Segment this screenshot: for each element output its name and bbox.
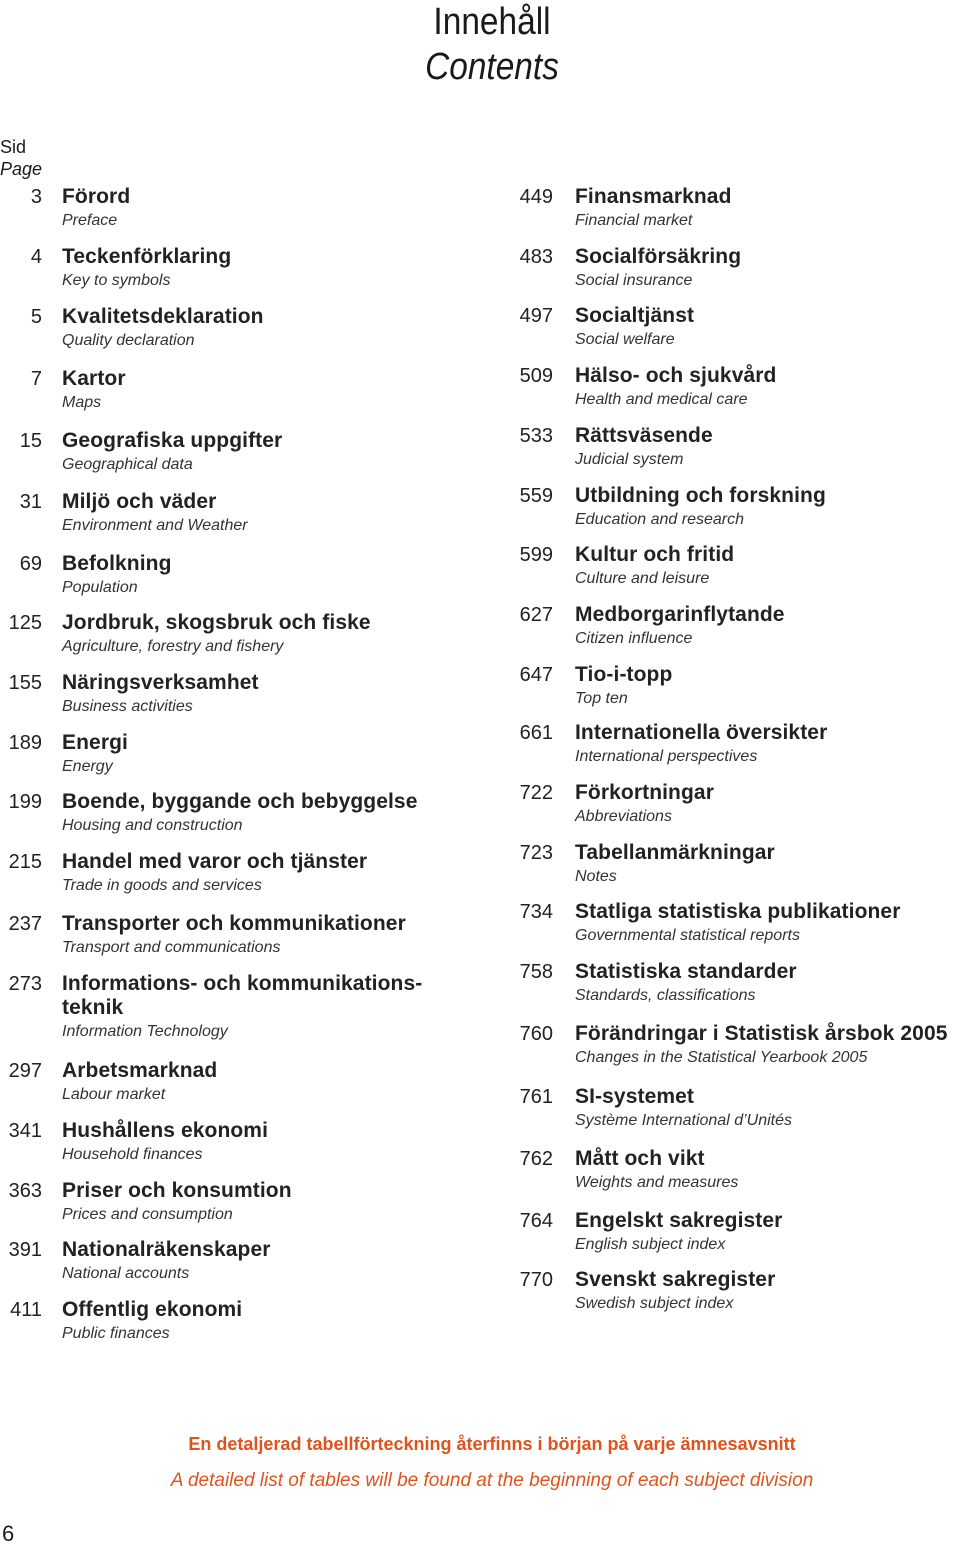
toc-title-english: English subject index bbox=[575, 1236, 726, 1253]
toc-title-swedish: SI-systemet bbox=[575, 1085, 694, 1108]
toc-title-swedish: Tabellanmärkningar bbox=[575, 841, 775, 864]
toc-title-english: Culture and leisure bbox=[575, 570, 710, 587]
footer-note-english: A detailed list of tables will be found at the beginning of each subject division bbox=[170, 1470, 814, 1491]
toc-entry-text bbox=[575, 1209, 960, 1257]
toc-entry-text bbox=[62, 552, 472, 600]
toc-title-swedish: Arbetsmarknad bbox=[62, 1059, 218, 1082]
toc-page-number: 363 bbox=[8, 1180, 42, 1202]
toc-title-english: Prices and consumption bbox=[62, 1206, 233, 1223]
toc-title-swedish: Transporter och kommunikationer bbox=[62, 912, 406, 935]
toc-title-swedish: Socialtjänst bbox=[575, 304, 695, 327]
toc-title-swedish: Mått och vikt bbox=[575, 1147, 705, 1170]
toc-title-swedish: Hälso- och sjukvård bbox=[575, 364, 777, 387]
toc-page-number: 4 bbox=[30, 246, 42, 268]
toc-entry-text bbox=[575, 603, 960, 651]
toc-entry-text bbox=[575, 841, 960, 889]
toc-entry-text bbox=[62, 790, 472, 838]
toc-entry-text bbox=[575, 245, 960, 293]
toc-title-swedish: Förkortningar bbox=[575, 781, 714, 804]
toc-title-swedish-continued: teknik bbox=[62, 996, 124, 1019]
toc-title-swedish: Förändringar i Statistisk årsbok 2005 bbox=[575, 1022, 948, 1045]
toc-title-swedish: Informations- och kommunikations- bbox=[62, 972, 423, 995]
toc-page-number: 391 bbox=[8, 1239, 42, 1261]
toc-title-english: Governmental statistical reports bbox=[575, 927, 800, 944]
toc-title-english: Notes bbox=[575, 868, 617, 885]
toc-entry-text bbox=[62, 671, 472, 719]
toc-title-english: Housing and construction bbox=[62, 817, 243, 834]
toc-title-swedish: Internationella översikter bbox=[575, 721, 828, 744]
toc-entry-text bbox=[575, 900, 960, 948]
toc-title-swedish: Finansmarknad bbox=[575, 185, 732, 208]
toc-title-english: Abbreviations bbox=[575, 808, 672, 825]
toc-title-swedish: Miljö och väder bbox=[62, 490, 217, 513]
toc-title-english: Quality declaration bbox=[62, 332, 195, 349]
toc-title-swedish: Kultur och fritid bbox=[575, 543, 735, 566]
toc-entry-text bbox=[575, 424, 960, 472]
toc-title-english: Swedish subject index bbox=[575, 1295, 734, 1312]
toc-title-english: Energy bbox=[62, 758, 113, 775]
toc-page-number: 7 bbox=[30, 368, 42, 390]
toc-page-number: 189 bbox=[8, 732, 42, 754]
toc-page-number: 15 bbox=[19, 430, 42, 452]
toc-title-english: Household finances bbox=[62, 1146, 203, 1163]
toc-page-number: 411 bbox=[10, 1299, 42, 1321]
toc-entry-text bbox=[575, 543, 960, 591]
toc-entry-text bbox=[62, 972, 472, 1044]
toc-title-english: Standards, classifications bbox=[575, 987, 756, 1004]
toc-title-english: Labour market bbox=[62, 1086, 166, 1103]
toc-title-english: Business activities bbox=[62, 698, 193, 715]
toc-title-english: Weights and measures bbox=[575, 1174, 739, 1191]
toc-entry-text bbox=[62, 731, 472, 779]
toc-title-swedish: Hushållens ekonomi bbox=[62, 1119, 269, 1142]
toc-title-english: National accounts bbox=[62, 1265, 190, 1282]
toc-page-number: 761 bbox=[519, 1086, 553, 1108]
toc-page-number: 760 bbox=[519, 1023, 553, 1045]
toc-title-swedish: Befolkning bbox=[62, 552, 172, 575]
toc-page-number: 722 bbox=[519, 782, 553, 804]
toc-page-number: 155 bbox=[8, 672, 42, 694]
toc-page-number: 215 bbox=[8, 851, 42, 873]
toc-page-number: 599 bbox=[519, 544, 553, 566]
toc-title-english: Key to symbols bbox=[62, 272, 171, 289]
toc-title-english: Education and research bbox=[575, 511, 744, 528]
toc-title-swedish: Svenskt sakregister bbox=[575, 1268, 776, 1291]
toc-title-english: Financial market bbox=[575, 212, 693, 229]
toc-page-number: 533 bbox=[519, 425, 553, 447]
toc-title-swedish: Geografiska uppgifter bbox=[62, 429, 283, 452]
page-title-block bbox=[0, 0, 960, 90]
toc-page-number: 627 bbox=[519, 604, 553, 626]
page-column-label bbox=[0, 136, 42, 180]
toc-title-english: Preface bbox=[62, 212, 118, 229]
toc-title-english: Maps bbox=[62, 394, 102, 411]
toc-entry-text bbox=[62, 245, 472, 293]
toc-entry-text bbox=[62, 1179, 472, 1227]
toc-entry-text bbox=[575, 781, 960, 829]
toc-entry-text bbox=[575, 663, 960, 711]
toc-entry-text bbox=[575, 1268, 960, 1316]
toc-entry-text bbox=[575, 1022, 960, 1070]
toc-entry-text bbox=[62, 611, 472, 659]
toc-page-number: 3 bbox=[30, 186, 42, 208]
toc-title-english: Public finances bbox=[62, 1325, 170, 1342]
page-title-swedish: Innehåll bbox=[433, 1, 551, 43]
toc-entry-text bbox=[575, 721, 960, 769]
page-title-english: Contents bbox=[425, 46, 559, 88]
toc-page-number: 341 bbox=[8, 1120, 42, 1142]
toc-title-swedish: Energi bbox=[62, 731, 128, 754]
toc-title-english: Social insurance bbox=[575, 272, 693, 289]
toc-entry-text bbox=[62, 1059, 472, 1107]
toc-page-number: 273 bbox=[8, 973, 42, 995]
toc-title-swedish: Priser och konsumtion bbox=[62, 1179, 292, 1202]
toc-entry-text bbox=[575, 1085, 960, 1133]
toc-page-number: 647 bbox=[519, 664, 553, 686]
toc-entry-text bbox=[62, 912, 472, 960]
page-label-english: Page bbox=[0, 159, 43, 179]
toc-page-number: 770 bbox=[519, 1269, 553, 1291]
toc-page-number: 199 bbox=[8, 791, 42, 813]
toc-entry-text bbox=[575, 1147, 960, 1195]
toc-page-number: 723 bbox=[519, 842, 553, 864]
toc-page-number: 483 bbox=[519, 246, 553, 268]
toc-title-swedish: Teckenförklaring bbox=[62, 245, 232, 268]
toc-title-english: International perspectives bbox=[575, 748, 758, 765]
toc-entry-text bbox=[62, 1298, 472, 1346]
toc-entry-text bbox=[62, 850, 472, 898]
toc-title-swedish: Boende, byggande och bebyggelse bbox=[62, 790, 418, 813]
toc-entry-text bbox=[62, 1119, 472, 1167]
toc-title-swedish: Kartor bbox=[62, 367, 126, 390]
toc-entry-text bbox=[575, 304, 960, 352]
toc-title-swedish: Kvalitetsdeklaration bbox=[62, 305, 264, 328]
toc-title-swedish: Tio-i-topp bbox=[575, 663, 673, 686]
toc-entry-text bbox=[62, 1238, 472, 1286]
toc-page-number: 497 bbox=[519, 305, 553, 327]
toc-page-number: 69 bbox=[19, 553, 42, 575]
toc-title-swedish: Utbildning och forskning bbox=[575, 484, 826, 507]
toc-title-english: Social welfare bbox=[575, 331, 675, 348]
toc-page-number: 5 bbox=[30, 306, 42, 328]
toc-page-number: 297 bbox=[8, 1060, 42, 1082]
toc-title-english: Top ten bbox=[575, 690, 628, 707]
toc-title-swedish: Nationalräkenskaper bbox=[62, 1238, 271, 1261]
toc-entry-text bbox=[575, 484, 960, 532]
toc-title-english: Système International d’Unités bbox=[575, 1112, 792, 1129]
toc-entry-text bbox=[62, 305, 472, 353]
toc-title-english: Information Technology bbox=[62, 1023, 228, 1040]
toc-title-english: Agriculture, forestry and fishery bbox=[62, 638, 284, 655]
toc-title-swedish: Engelskt sakregister bbox=[575, 1209, 783, 1232]
page-label-swedish: Sid bbox=[0, 137, 27, 157]
toc-entry-text bbox=[62, 367, 472, 415]
toc-title-swedish: Rättsväsende bbox=[575, 424, 713, 447]
toc-title-english: Transport and communications bbox=[62, 939, 281, 956]
toc-title-swedish: Statistiska standarder bbox=[575, 960, 797, 983]
toc-title-english: Citizen influence bbox=[575, 630, 693, 647]
toc-title-english: Health and medical care bbox=[575, 391, 748, 408]
toc-title-swedish: Jordbruk, skogsbruk och fiske bbox=[62, 611, 371, 634]
toc-page-number: 559 bbox=[519, 485, 553, 507]
toc-page-number: 764 bbox=[519, 1210, 553, 1232]
toc-title-english: Geographical data bbox=[62, 456, 193, 473]
toc-title-english: Population bbox=[62, 579, 138, 596]
toc-title-swedish: Förord bbox=[62, 185, 131, 208]
toc-page-number: 449 bbox=[519, 186, 553, 208]
toc-title-swedish: Offentlig ekonomi bbox=[62, 1298, 243, 1321]
page-number: 6 bbox=[2, 1521, 15, 1546]
toc-entry-text bbox=[575, 960, 960, 1008]
toc-title-english: Changes in the Statistical Yearbook 2005 bbox=[575, 1049, 868, 1066]
toc-entry-text bbox=[62, 490, 472, 538]
toc-page-number: 237 bbox=[8, 913, 42, 935]
toc-page-number: 509 bbox=[519, 365, 553, 387]
toc-entry-text bbox=[62, 429, 472, 477]
toc-entry-text bbox=[62, 185, 472, 233]
toc-page-number: 734 bbox=[519, 901, 553, 923]
toc-page-number: 31 bbox=[19, 491, 42, 513]
toc-page-number: 661 bbox=[519, 722, 553, 744]
toc-entry-text bbox=[575, 364, 960, 412]
toc-title-swedish: Socialförsäkring bbox=[575, 245, 742, 268]
toc-page-number: 125 bbox=[8, 612, 42, 634]
toc-page-number: 762 bbox=[519, 1148, 553, 1170]
toc-page-number: 758 bbox=[519, 961, 553, 983]
toc-title-english: Judicial system bbox=[575, 451, 684, 468]
toc-title-swedish: Näringsverksamhet bbox=[62, 671, 259, 694]
toc-title-swedish: Medborgarinflytande bbox=[575, 603, 785, 626]
toc-entry-text bbox=[575, 185, 960, 233]
toc-title-swedish: Statliga statistiska publikationer bbox=[575, 900, 901, 923]
toc-title-swedish: Handel med varor och tjänster bbox=[62, 850, 368, 873]
toc-title-english: Environment and Weather bbox=[62, 517, 248, 534]
toc-title-english: Trade in goods and services bbox=[62, 877, 262, 894]
footer-note-swedish: En detaljerad tabellförteckning återfinns i början på varje ämnesavsnitt bbox=[188, 1434, 796, 1454]
